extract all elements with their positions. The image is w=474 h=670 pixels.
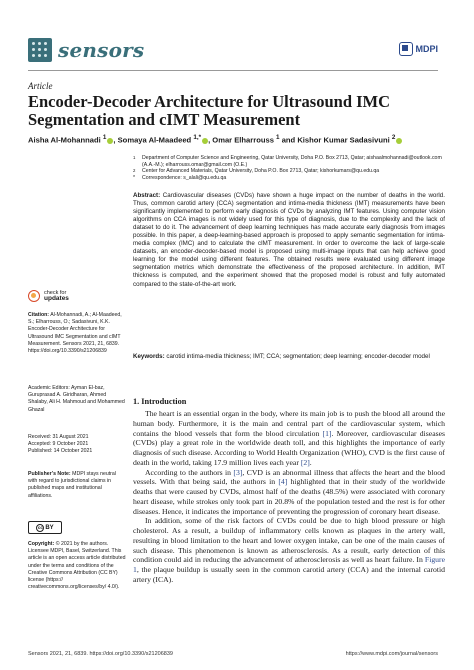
section-heading: 1. Introduction [133,397,187,406]
orcid-icon[interactable] [202,138,208,144]
cc-by-license-icon[interactable]: cc BY [28,521,62,534]
paragraph: According to the authors in [3], CVD is an abnormal illness that affects the heart and the blood vessels. With that being said, the authors in [4] highlighted that in their study of the worldwide deaths that were caused by CVDs, almost half of the deaths (48.5%) were associated with coronary heart disease, while strokes only took part in 20.8% of the population tested and the rest is for other diseases. Hence, it indicates the importance of preventing the progression of coronary heart disease. [133,467,445,516]
reference-link[interactable]: [4] [278,477,288,487]
affiliation-item: 1 Department of Computer Science and Engineering, Qatar University, Doha P.O. Box 2713, Qatar; aishaalmohannadi@outlook.com (A.A.-M.); elharrouss.omar@gmail.com (O.E.) [133,155,442,168]
orcid-icon[interactable] [396,138,402,144]
reference-link[interactable]: [2] [300,457,310,467]
affiliation-item: 2 Center for Advanced Materials, Qatar University, Doha P.O. Box 2713, Qatar; kishorkumars@qu.edu.qa [133,168,380,175]
author-name: Omar Elharrouss [212,135,274,145]
journal-logo [28,38,144,62]
author-affil-mark: 1 [102,134,107,141]
received-date: Received: 31 August 2021 [28,434,89,440]
publisher-name: MDPI [415,44,438,54]
journal-logo-icon [28,38,52,62]
publisher-icon [399,42,413,56]
footer-journal-url[interactable]: https://www.mdpi.com/journal/sensors [345,651,438,657]
author-list: Aisha Al-Mohannadi $^1$ , Somaya Al-Maadeed $^{1,*}$ , Omar Elharrouss $^1$ and Kishor Kumar Sadasivuni $^2$ [28,134,458,145]
journal-name: sensors [58,38,145,62]
keywords [133,353,445,361]
abstract [133,192,445,289]
publication-dates [28,434,126,456]
footer-citation: Sensors 2021, 21, 6839. https://doi.org/10.3390/s21206839 [28,651,173,657]
author-name: Somaya Al-Maadeed [117,135,192,145]
author-name: Kishor Kumar Sadasivuni [297,135,390,145]
author-affil-mark: 2 [391,134,396,141]
reference-link[interactable]: [3] [233,467,243,477]
keywords-text: carotid intima-media thickness; IMT; CCA; segmentation; deep learning; encoder-decoder model [166,353,430,360]
citation-label: Citation: [28,312,50,318]
keywords-label: Keywords: [133,353,165,360]
correspondence: * Correspondence: s_alali@qu.edu.qa [133,174,227,181]
author-affil-mark: 1,* [193,134,202,141]
affiliations [133,155,443,181]
figure-link[interactable]: Figure 1 [133,555,445,574]
academic-editors: Academic Editors: Ayman El-baz, Guruprasad A. Giridharan, Ahmed Shalaby, Ali H. Mahmoud and Mohammed Ghazal [28,385,125,413]
orcid-icon[interactable] [107,138,113,144]
published-date: Published: 14 October 2021 [28,448,93,455]
updates-icon [28,290,40,302]
article-type: Article [28,81,53,91]
check-for-updates[interactable]: check for updates [28,290,69,302]
publisher-logo [399,42,439,56]
publisher-note: Publisher’s Note: MDPI stays neutral with regard to jurisdictional claims in published maps and institutional affiliations. [28,471,116,499]
header-rule [28,70,438,71]
paragraph: In addition, some of the risk factors of CVDs could be due to high blood pressure or high cholesterol. As a result, a buildup of inflammatory cells known as plaques in the artery wall, resulting in blood limitation to the heart and lower oxygen intake, can be one of the main causes of such disease. This phenomenon is known as atherosclerosis. As a result, early detection of this condition could aid in reducing the advancement of atherosclerosis as well as heart failure. In Figure 1, the plaque buildup is usually seen in the common carotid artery (CCA) and the internal carotid artery (ICA). [133,516,445,584]
body-text [133,409,445,585]
abstract-label: Abstract: [133,192,161,199]
page-footer [28,651,438,657]
author-affil-mark: 1 [276,134,280,141]
abstract-text: Cardiovascular diseases (CVDs) have shown a huge impact on the number of deaths in the world. Thus, common carotid artery (CCA) segmentation and intima-media thickness (IMT) measurements have been significantly implemented to perform early diagnosis of CVDs by analyzing IMT features. Using computer vision algorithms on CCA images is not widely used for this type of diagnosis, due to the complexity and the lack of dataset to do it. The advancement of deep learning techniques has made accurate early diagnosis from images possible. In this paper, a deep-learning-based approach is proposed to apply semantic segmentation for intima-media complex (IMC) and to calculate the cIMT measurement. In order to overcome the lack of large-scale datasets, an encoder-decoder-based model is proposed using multi-image inputs that can help achieve good learning for the model using different features. The obtained results were evaluated using different image segmentation metrics which demonstrate the effectiveness of the proposed architecture. In addition, IMT thickness is computed, and the experiment showed that the proposed model is robust and fully automated compared to the state-of-the-art work. [133,192,445,288]
paragraph: The heart is an essential organ in the body, where its main job is to push the blood all around the human body. Furthermore, it is the main and central part of the cardiovascular system, which contains the blood vessels that form the blood circulation [1]. Moreover, cardiovascular diseases (CVDs) play a great role in the worldwide death toll, and this highlights the importance of early diagnosis of such disease. According to World Health Organization (WHO), CVD is the first cause of death in the world, taking 17.9 million lives each year [2]. [133,409,445,467]
copyright-block: Copyright: © 2021 by the authors. Licensee MDPI, Basel, Switzerland. This article is an open access article distributed under the terms and conditions of the Creative Commons Attribution (CC BY) license (https:// creativecommons.org/licenses/by/ 4.0/). [28,541,126,591]
article-title: Encoder-Decoder Architecture for Ultrasound IMC Segmentation and cIMT Measurement [28,92,391,129]
citation-block [28,312,126,355]
citation-text: Al-Mohannadi, A.; Al-Maadeed, S.; Elharrouss, O.; Sadasivuni, K.K. Encoder-Decoder Architecture for Ultrasound IMC Segmentation and cIMT Measurement. Sensors 2021, 21, 6839. https://doi.org/10.3390/s21206839 [28,312,122,355]
author-name: Aisha Al-Mohannadi [28,135,101,145]
accepted-date: Accepted: 9 October 2021 [28,441,89,448]
reference-link[interactable]: [1] [322,428,332,438]
